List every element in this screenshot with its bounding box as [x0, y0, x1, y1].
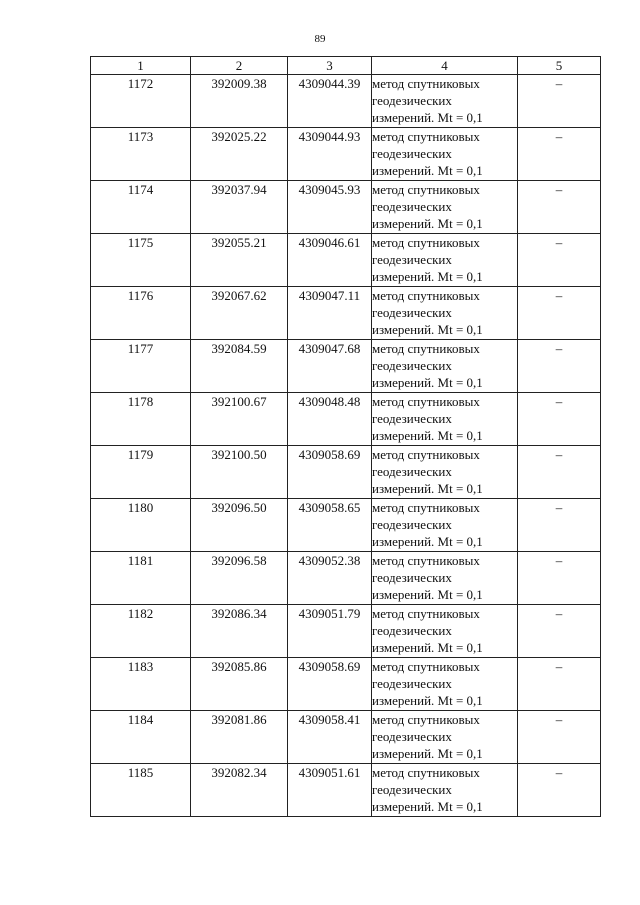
y-coordinate-cell: 4309046.61: [288, 234, 372, 287]
method-line-3: измерений. Mt = 0,1: [372, 534, 483, 549]
table-row: [91, 446, 601, 499]
table-row: [91, 499, 601, 552]
point-number-cell: 1179: [91, 446, 191, 499]
x-coordinate-cell: 392085.86: [191, 658, 288, 711]
x-coordinate-cell: 392037.94: [191, 181, 288, 234]
y-coordinate-cell: 4309058.69: [288, 658, 372, 711]
y-coordinate-cell: 4309044.93: [288, 128, 372, 181]
point-number-cell: 1173: [91, 128, 191, 181]
y-coordinate-cell: 4309047.68: [288, 340, 372, 393]
column-header-1: 1: [91, 57, 191, 75]
column-5-cell: –: [518, 287, 601, 340]
table-row: [91, 340, 601, 393]
column-header-3: 3: [288, 57, 372, 75]
column-5-cell: –: [518, 393, 601, 446]
method-line-2: геодезических: [372, 729, 452, 744]
point-number-cell: 1182: [91, 605, 191, 658]
method-line-1: метод спутниковых: [372, 288, 480, 303]
method-line-1: метод спутниковых: [372, 765, 480, 780]
method-line-3: измерений. Mt = 0,1: [372, 640, 483, 655]
method-line-1: метод спутниковых: [372, 553, 480, 568]
column-5-cell: –: [518, 764, 601, 817]
method-line-3: измерений. Mt = 0,1: [372, 428, 483, 443]
x-coordinate-cell: 392055.21: [191, 234, 288, 287]
method-cell: [372, 393, 518, 446]
method-line-2: геодезических: [372, 464, 452, 479]
x-coordinate-cell: 392067.62: [191, 287, 288, 340]
method-cell: [372, 75, 518, 128]
method-line-2: геодезических: [372, 199, 452, 214]
x-coordinate-cell: 392096.50: [191, 499, 288, 552]
point-number-cell: 1177: [91, 340, 191, 393]
method-cell: [372, 499, 518, 552]
point-number-cell: 1175: [91, 234, 191, 287]
column-header-2: 2: [191, 57, 288, 75]
method-line-3: измерений. Mt = 0,1: [372, 799, 483, 814]
column-5-cell: –: [518, 75, 601, 128]
method-line-1: метод спутниковых: [372, 129, 480, 144]
method-line-3: измерений. Mt = 0,1: [372, 481, 483, 496]
column-5-cell: –: [518, 605, 601, 658]
method-cell: [372, 711, 518, 764]
method-line-2: геодезических: [372, 252, 452, 267]
method-line-2: геодезических: [372, 623, 452, 638]
point-number-cell: 1180: [91, 499, 191, 552]
method-line-2: геодезических: [372, 305, 452, 320]
method-line-1: метод спутниковых: [372, 659, 480, 674]
method-cell: [372, 446, 518, 499]
method-line-1: метод спутниковых: [372, 500, 480, 515]
table-row: [91, 128, 601, 181]
table-row: [91, 287, 601, 340]
x-coordinate-cell: 392082.34: [191, 764, 288, 817]
x-coordinate-cell: 392096.58: [191, 552, 288, 605]
y-coordinate-cell: 4309051.61: [288, 764, 372, 817]
y-coordinate-cell: 4309058.69: [288, 446, 372, 499]
method-cell: [372, 181, 518, 234]
column-5-cell: –: [518, 552, 601, 605]
method-line-2: геодезических: [372, 411, 452, 426]
method-line-2: геодезических: [372, 676, 452, 691]
point-number-cell: 1176: [91, 287, 191, 340]
column-5-cell: –: [518, 234, 601, 287]
x-coordinate-cell: 392100.67: [191, 393, 288, 446]
column-5-cell: –: [518, 128, 601, 181]
column-5-cell: –: [518, 499, 601, 552]
x-coordinate-cell: 392086.34: [191, 605, 288, 658]
x-coordinate-cell: 392084.59: [191, 340, 288, 393]
column-5-cell: –: [518, 446, 601, 499]
method-cell: [372, 128, 518, 181]
table-row: [91, 764, 601, 817]
table-row: [91, 393, 601, 446]
method-line-3: измерений. Mt = 0,1: [372, 110, 483, 125]
coordinates-table: [90, 56, 601, 817]
method-line-1: метод спутниковых: [372, 606, 480, 621]
point-number-cell: 1174: [91, 181, 191, 234]
method-line-2: геодезических: [372, 517, 452, 532]
y-coordinate-cell: 4309052.38: [288, 552, 372, 605]
column-header-4: 4: [372, 57, 518, 75]
method-line-3: измерений. Mt = 0,1: [372, 269, 483, 284]
method-cell: [372, 340, 518, 393]
point-number-cell: 1185: [91, 764, 191, 817]
method-cell: [372, 234, 518, 287]
table-row: [91, 181, 601, 234]
column-5-cell: –: [518, 181, 601, 234]
x-coordinate-cell: 392100.50: [191, 446, 288, 499]
y-coordinate-cell: 4309045.93: [288, 181, 372, 234]
x-coordinate-cell: 392081.86: [191, 711, 288, 764]
method-line-1: метод спутниковых: [372, 447, 480, 462]
table-row: [91, 234, 601, 287]
point-number-cell: 1184: [91, 711, 191, 764]
method-line-2: геодезических: [372, 93, 452, 108]
point-number-cell: 1181: [91, 552, 191, 605]
column-header-5: 5: [518, 57, 601, 75]
method-line-1: метод спутниковых: [372, 394, 480, 409]
method-line-3: измерений. Mt = 0,1: [372, 163, 483, 178]
table-row: [91, 658, 601, 711]
method-line-2: геодезических: [372, 782, 452, 797]
method-line-3: измерений. Mt = 0,1: [372, 375, 483, 390]
method-line-1: метод спутниковых: [372, 341, 480, 356]
method-line-3: измерений. Mt = 0,1: [372, 322, 483, 337]
table-row: [91, 711, 601, 764]
point-number-cell: 1172: [91, 75, 191, 128]
method-cell: [372, 658, 518, 711]
method-line-1: метод спутниковых: [372, 712, 480, 727]
method-line-1: метод спутниковых: [372, 182, 480, 197]
page-number: 89: [314, 33, 326, 45]
point-number-cell: 1178: [91, 393, 191, 446]
method-cell: [372, 287, 518, 340]
table-row: [91, 605, 601, 658]
x-coordinate-cell: 392025.22: [191, 128, 288, 181]
table-row: [91, 75, 601, 128]
method-line-1: метод спутниковых: [372, 235, 480, 250]
method-line-2: геодезических: [372, 146, 452, 161]
y-coordinate-cell: 4309044.39: [288, 75, 372, 128]
y-coordinate-cell: 4309047.11: [288, 287, 372, 340]
method-line-1: метод спутниковых: [372, 76, 480, 91]
column-5-cell: –: [518, 340, 601, 393]
method-line-3: измерений. Mt = 0,1: [372, 693, 483, 708]
method-line-2: геодезических: [372, 570, 452, 585]
point-number-cell: 1183: [91, 658, 191, 711]
y-coordinate-cell: 4309048.48: [288, 393, 372, 446]
table-header-row: [91, 57, 601, 75]
y-coordinate-cell: 4309058.65: [288, 499, 372, 552]
column-5-cell: –: [518, 658, 601, 711]
method-line-3: измерений. Mt = 0,1: [372, 587, 483, 602]
method-cell: [372, 605, 518, 658]
method-line-3: измерений. Mt = 0,1: [372, 216, 483, 231]
column-5-cell: –: [518, 711, 601, 764]
y-coordinate-cell: 4309058.41: [288, 711, 372, 764]
table-row: [91, 552, 601, 605]
method-line-2: геодезических: [372, 358, 452, 373]
method-cell: [372, 552, 518, 605]
method-cell: [372, 764, 518, 817]
method-line-3: измерений. Mt = 0,1: [372, 746, 483, 761]
x-coordinate-cell: 392009.38: [191, 75, 288, 128]
table-body: [91, 75, 601, 817]
y-coordinate-cell: 4309051.79: [288, 605, 372, 658]
